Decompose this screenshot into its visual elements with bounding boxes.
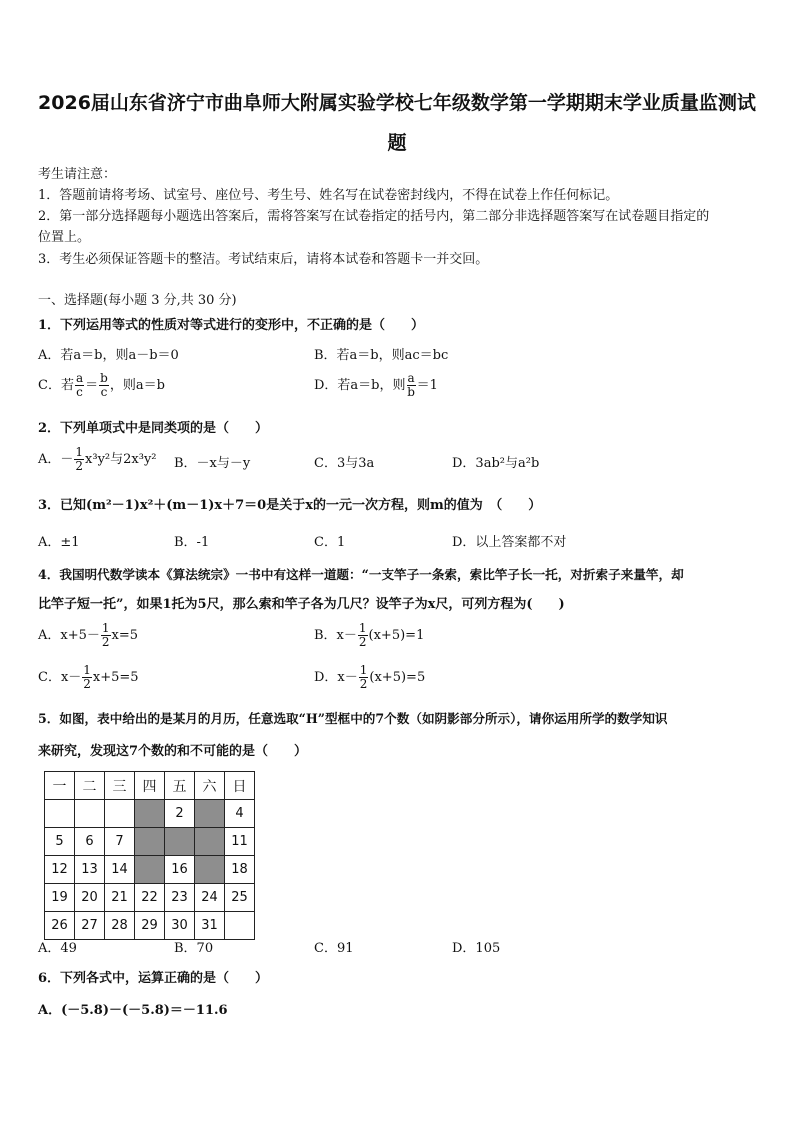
calendar-day-cell bbox=[195, 828, 225, 856]
q2-stem: 2．下列单项式中是同类项的是（ ） bbox=[38, 421, 269, 436]
q1-option-b: B．若a＝b，则ac＝bc bbox=[314, 348, 449, 363]
calendar-day-cell bbox=[105, 800, 135, 828]
calendar-week-row bbox=[45, 884, 255, 912]
calendar-day-cell: 7 bbox=[105, 828, 135, 856]
calendar-day-cell: 21 bbox=[105, 884, 135, 912]
calendar-day-cell: 22 bbox=[135, 884, 165, 912]
calendar-header-row bbox=[45, 772, 255, 800]
calendar-day-cell bbox=[195, 856, 225, 884]
calendar-day-cell bbox=[165, 828, 195, 856]
q3-option-d: D．以上答案都不对 bbox=[452, 535, 567, 550]
q6-stem: 6．下列各式中，运算正确的是（ ） bbox=[38, 971, 269, 986]
exam-title-cont: 题 bbox=[387, 132, 407, 154]
calendar-day-cell bbox=[45, 800, 75, 828]
q5-option-a: A．49 bbox=[38, 941, 77, 956]
q4-option-b: B．x－ $\frac{1}{2}$ (x+5)=1 bbox=[314, 621, 425, 649]
calendar-week-row bbox=[45, 800, 255, 828]
q1-option-c: C．若 $\frac{a}{c}$ ＝ $\frac{b}{c}$ ，则a＝b bbox=[38, 371, 165, 399]
q6-option-a: A．(－5.8)－(－5.8)＝－11.6 bbox=[38, 1003, 228, 1018]
q5-option-d: D．105 bbox=[452, 941, 501, 956]
calendar-day-cell: 19 bbox=[45, 884, 75, 912]
section-heading: 一、选择题(每小题 3 分,共 30 分) bbox=[38, 293, 237, 308]
q5-option-b: B．70 bbox=[174, 941, 214, 956]
q1-option-d: D．若a＝b，则 $\frac{a}{b}$ ＝1 bbox=[314, 371, 438, 399]
calendar-day-cell: 29 bbox=[135, 912, 165, 940]
calendar-day-cell: 16 bbox=[165, 856, 195, 884]
calendar-weekday: 日 bbox=[225, 772, 255, 800]
calendar-day-cell: 25 bbox=[225, 884, 255, 912]
calendar-weekday: 一 bbox=[45, 772, 75, 800]
calendar-day-cell bbox=[135, 800, 165, 828]
q3-option-c: C．1 bbox=[314, 535, 346, 550]
calendar-weekday: 四 bbox=[135, 772, 165, 800]
q4-stem-1: 4．我国明代数学读本《算法统宗》一书中有这样一道题：“一支竿子一条索，索比竿子长一托，对折索子来量竿，却 bbox=[38, 567, 684, 582]
calendar-table bbox=[44, 771, 255, 940]
calendar-day-cell bbox=[225, 912, 255, 940]
calendar-day-cell: 14 bbox=[105, 856, 135, 884]
q2-option-b: B．－x与－y bbox=[174, 456, 251, 471]
calendar-week-row bbox=[45, 856, 255, 884]
q3-stem: 3．已知(m²－1)x²＋(m－1)x＋7＝0是关于x的一元一次方程，则m的值为 （ ） bbox=[38, 498, 542, 513]
notice-item-2: 2．第一部分选择题每小题选出答案后，需将答案写在试卷指定的括号内，第二部分非选择题答案写在试卷题目指定的 bbox=[38, 209, 710, 224]
q3-option-a: A．±1 bbox=[38, 535, 80, 550]
q4-stem-2: 比竿子短一托”，如果1托为5尺，那么索和竿子各为几尺？设竿子为x尺，可列方程为( ) bbox=[38, 597, 565, 612]
q4-option-c: C．x－ $\frac{1}{2}$ x+5=5 bbox=[38, 663, 139, 691]
calendar-day-cell: 24 bbox=[195, 884, 225, 912]
calendar-day-cell bbox=[135, 828, 165, 856]
calendar-week-row bbox=[45, 912, 255, 940]
calendar-day-cell: 4 bbox=[225, 800, 255, 828]
calendar-weekday: 三 bbox=[105, 772, 135, 800]
calendar-day-cell: 13 bbox=[75, 856, 105, 884]
calendar-day-cell: 30 bbox=[165, 912, 195, 940]
calendar-weekday: 六 bbox=[195, 772, 225, 800]
q2-option-c: C．3与3a bbox=[314, 456, 375, 471]
notice-item-2-cont: 位置上。 bbox=[38, 230, 91, 245]
q5-stem-2: 来研究，发现这7个数的和不可能的是（ ） bbox=[38, 744, 308, 759]
q4-option-d: D．x－ $\frac{1}{2}$ (x+5)=5 bbox=[314, 663, 426, 691]
calendar-day-cell: 20 bbox=[75, 884, 105, 912]
calendar-day-cell: 18 bbox=[225, 856, 255, 884]
calendar-day-cell: 23 bbox=[165, 884, 195, 912]
calendar-day-cell: 11 bbox=[225, 828, 255, 856]
calendar-day-cell: 27 bbox=[75, 912, 105, 940]
calendar-day-cell: 12 bbox=[45, 856, 75, 884]
calendar-day-cell: 26 bbox=[45, 912, 75, 940]
calendar-day-cell: 28 bbox=[105, 912, 135, 940]
notice-item-1: 1．答题前请将考场、试室号、座位号、考生号、姓名写在试卷密封线内，不得在试卷上作任何标记。 bbox=[38, 188, 619, 203]
q4-option-a: A．x+5－ $\frac{1}{2}$ x=5 bbox=[38, 621, 139, 649]
q1-option-a: A．若a＝b，则a－b＝0 bbox=[38, 348, 179, 363]
exam-title: 2026届山东省济宁市曲阜师大附属实验学校七年级数学第一学期期末学业质量监测试 bbox=[38, 92, 756, 114]
calendar-weekday: 二 bbox=[75, 772, 105, 800]
calendar-day-cell: 5 bbox=[45, 828, 75, 856]
q3-option-b: B．-1 bbox=[174, 535, 210, 550]
calendar-day-cell bbox=[75, 800, 105, 828]
q1-stem: 1．下列运用等式的性质对等式进行的变形中，不正确的是（ ） bbox=[38, 318, 425, 333]
notice-item-3: 3．考生必须保证答题卡的整洁。考试结束后，请将本试卷和答题卡一并交回。 bbox=[38, 252, 489, 267]
calendar-week-row bbox=[45, 828, 255, 856]
q5-stem-1: 5．如图，表中给出的是某月的月历，任意选取“H”型框中的7个数（如阴影部分所示），请你运用所学的数学知识 bbox=[38, 711, 668, 726]
calendar-weekday: 五 bbox=[165, 772, 195, 800]
q2-option-a: A．－ $\frac{1}{2}$ x³y²与2x³y² bbox=[38, 445, 157, 473]
calendar-day-cell bbox=[135, 856, 165, 884]
q5-option-c: C．91 bbox=[314, 941, 354, 956]
q2-option-d: D．3ab²与a²b bbox=[452, 456, 540, 471]
calendar-day-cell: 6 bbox=[75, 828, 105, 856]
calendar-day-cell bbox=[195, 800, 225, 828]
notice-heading: 考生请注意： bbox=[38, 167, 117, 182]
calendar-day-cell: 2 bbox=[165, 800, 195, 828]
calendar-day-cell: 31 bbox=[195, 912, 225, 940]
